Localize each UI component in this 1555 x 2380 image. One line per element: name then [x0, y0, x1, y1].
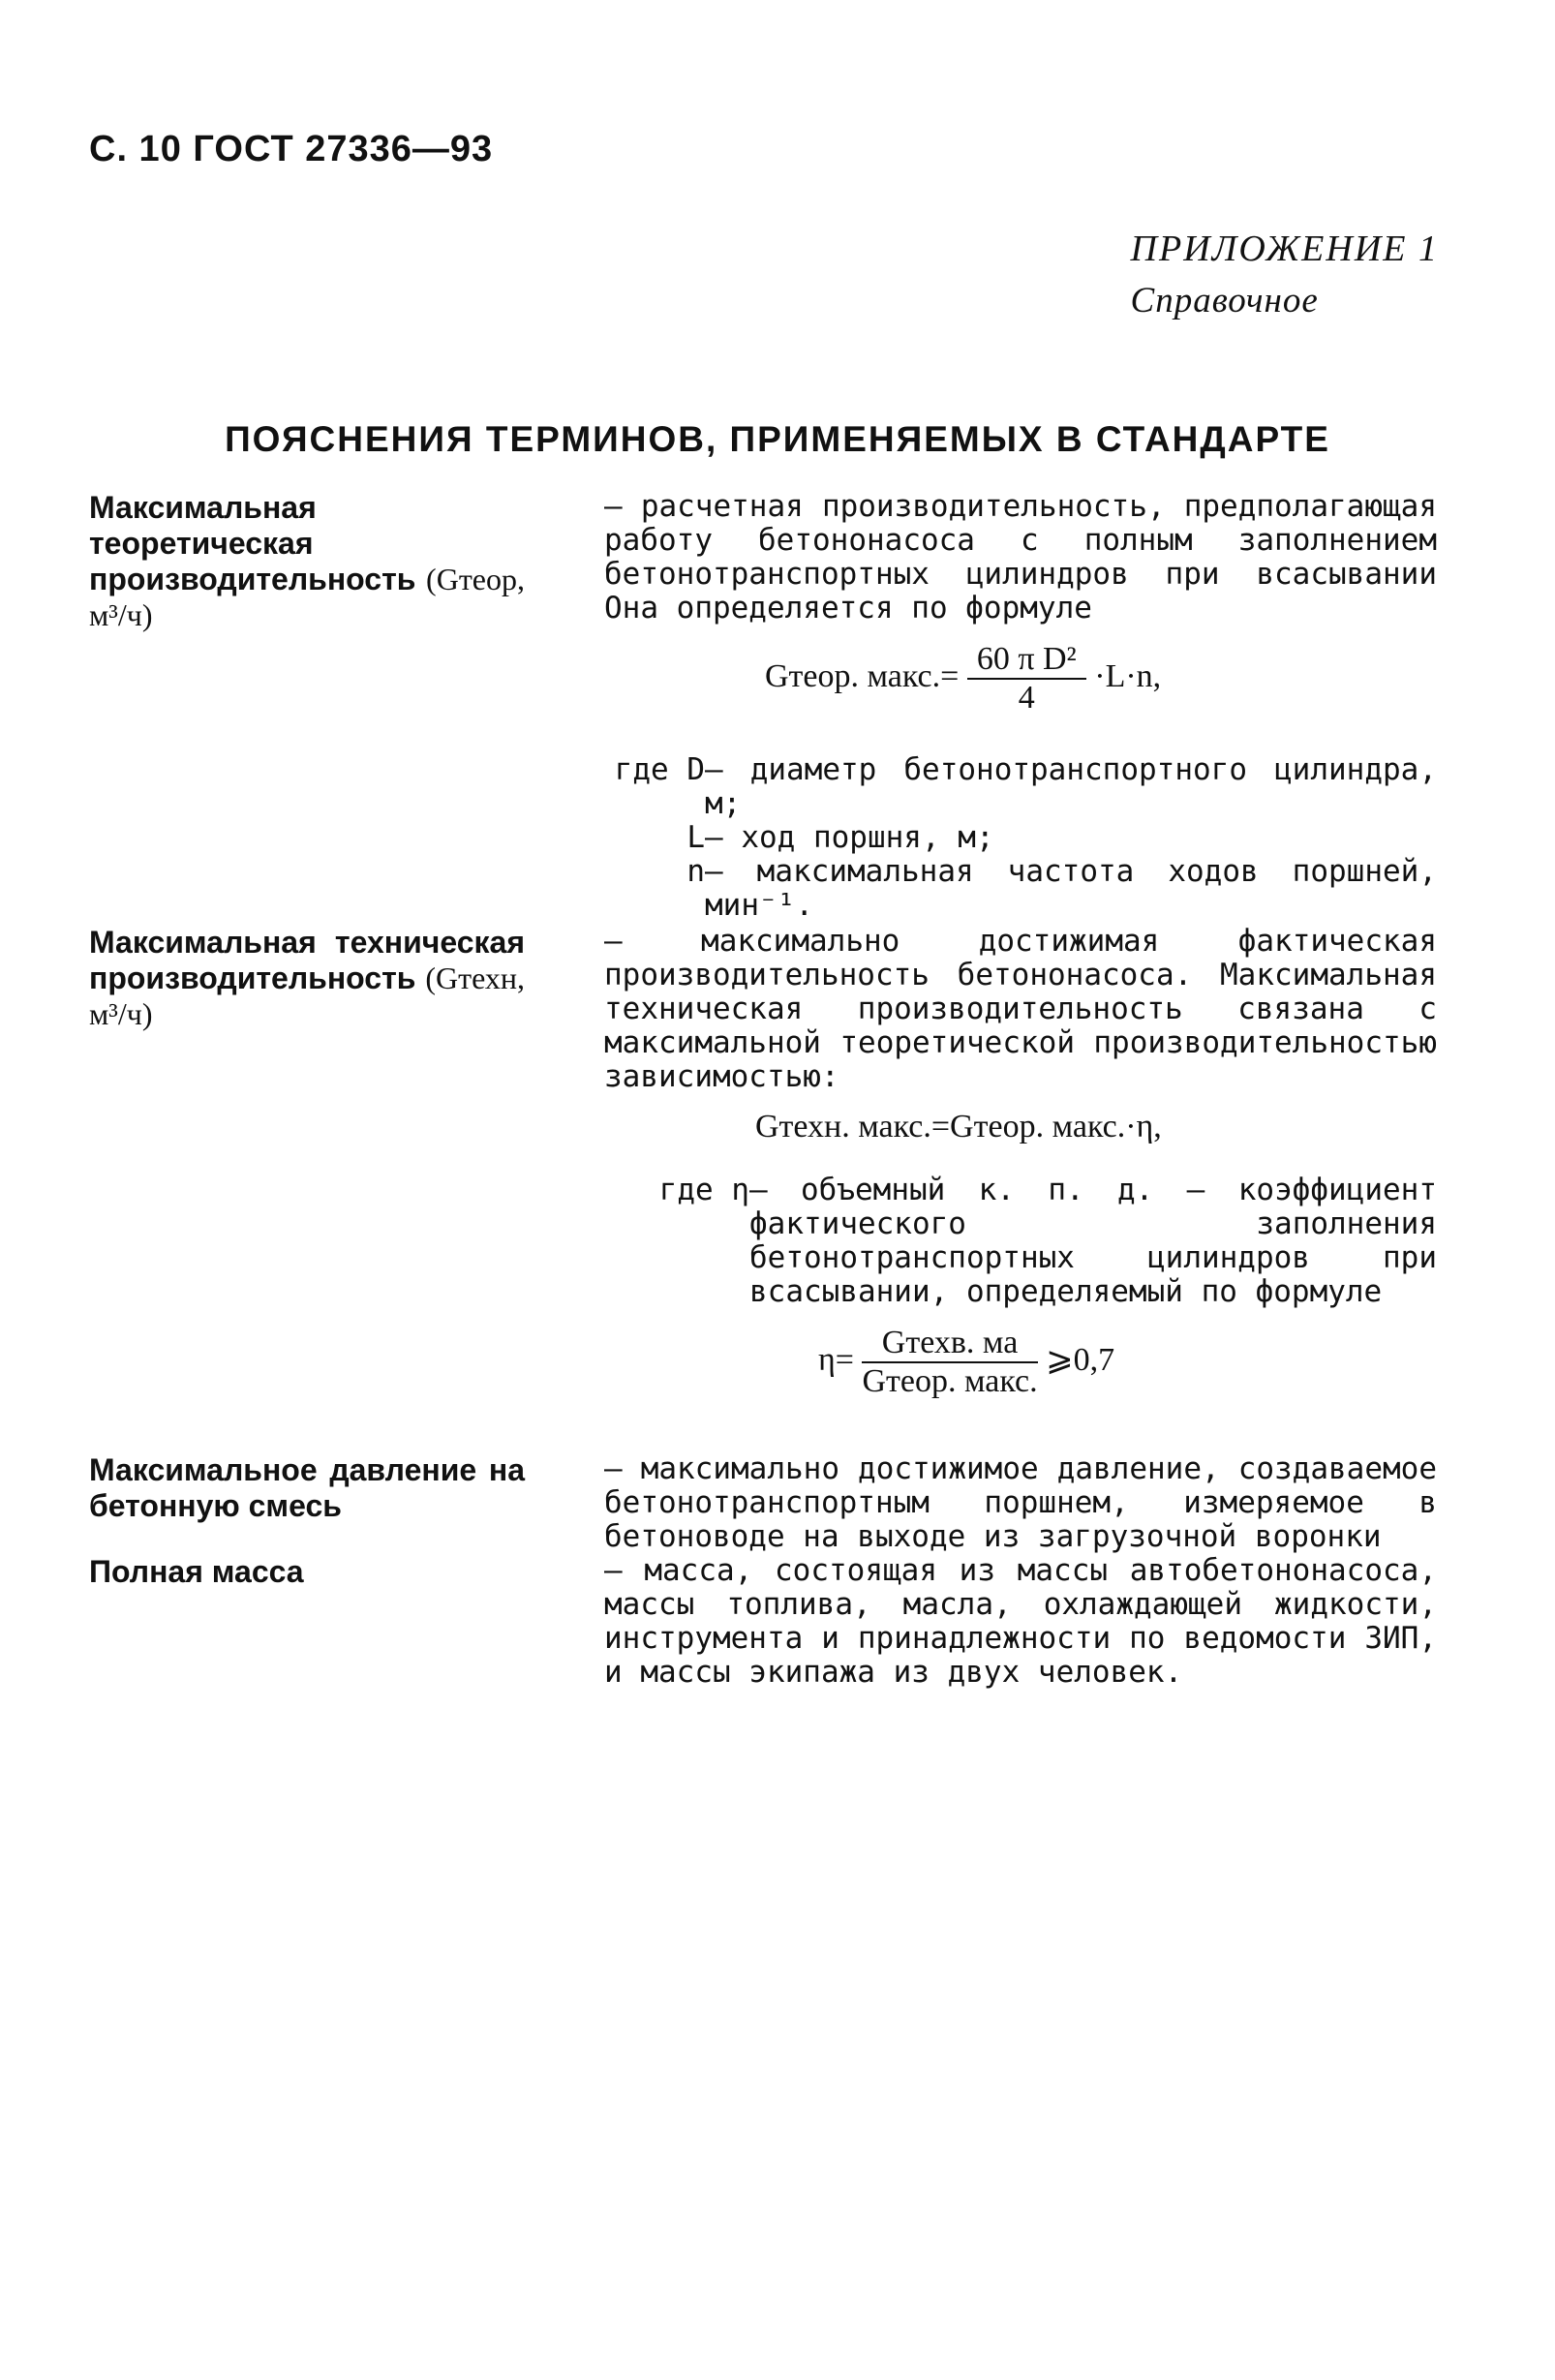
definition-text: — расчетная производительность, предполагающая работу бетононасоса с полным заполнением бетонотранспортных цилиндров при всасывании Она определяется по формуле	[604, 489, 1437, 626]
term-max-technical-productivity	[89, 925, 525, 1032]
formula-technical	[755, 1109, 1162, 1145]
where-text: — объемный к. п. д. — коэффициент фактического заполнения бетонотранспортных цилиндров при всасывании, определяемый по формуле	[749, 1173, 1437, 1309]
formula-denominator: 4	[1018, 680, 1035, 716]
where-text: — максимальная частота ходов поршней, мин⁻¹.	[705, 854, 1437, 923]
formula-text: Gтехн. макс.=Gтеор. макс.·η,	[755, 1109, 1162, 1144]
formula-efficiency	[818, 1325, 1114, 1400]
appendix-title: ПРИЛОЖЕНИЕ 1	[1130, 229, 1439, 269]
definition-max-technical-productivity	[604, 925, 1437, 1094]
term-symbol: (Gтехн, м³/ч)	[89, 961, 525, 1031]
formula-tail: ⩾0,7	[1046, 1341, 1115, 1378]
page-header: С. 10 ГОСТ 27336—93	[89, 129, 494, 169]
appendix-subtitle: Справочное	[1130, 281, 1319, 320]
formula-fraction	[967, 641, 1086, 717]
appendix-heading	[1131, 223, 1439, 327]
formula-tail: ·L·n,	[1094, 657, 1162, 694]
definition-full-mass	[604, 1554, 1437, 1690]
term-label: Полная масса	[89, 1554, 304, 1589]
where-symbol: где D	[614, 752, 705, 787]
formula-eq: =	[940, 657, 960, 694]
formula-lhs: η=	[818, 1341, 854, 1378]
formula-denominator: Gтеор. макс.	[862, 1363, 1038, 1399]
definition-text: — масса, состоящая из массы автобетононасоса, массы топлива, масла, охлаждающей жидкости, инструмента и принадлежности по ведомости ЗИП, и массы экипажа из двух человек.	[604, 1553, 1437, 1690]
formula-fraction	[862, 1325, 1037, 1400]
formula-numerator: Gтехв. ма	[862, 1325, 1037, 1363]
where-item	[604, 753, 1437, 821]
where-item	[604, 821, 1437, 855]
where-text: — ход поршня, м;	[705, 820, 994, 855]
term-max-theoretical-productivity	[89, 490, 525, 633]
term-label: Максимальная теоретическая производительность	[89, 490, 416, 596]
where-symbol: n	[686, 854, 705, 889]
term-symbol: (Gтеор, м³/ч)	[89, 562, 525, 632]
section-title: ПОЯСНЕНИЯ ТЕРМИНОВ, ПРИМЕНЯЕМЫХ В СТАНДАРТЕ	[225, 419, 1330, 459]
formula-numerator: 60 π D²	[967, 641, 1086, 680]
where-list-1	[604, 753, 1437, 923]
formula-lhs: Gтеор. макс.	[765, 657, 941, 694]
where-text: — диаметр бетонотранспортного цилиндра, м;	[705, 752, 1437, 821]
term-max-pressure	[89, 1452, 525, 1524]
definition-text: — максимально достижимое давление, создаваемое бетонотранспортным поршнем, измеряемое в бетоноводе на выходе из загрузочной воронки	[604, 1451, 1437, 1554]
where-item	[604, 855, 1437, 923]
definition-text: — максимально достижимая фактическая производительность бетононасоса. Максимальная техническая производительность связана с максимальной теоретической производительностью зависимостью:	[604, 924, 1437, 1094]
term-label: Максимальное давление на бетонную смесь	[89, 1452, 525, 1523]
formula-theoretical	[765, 641, 1161, 717]
definition-max-theoretical-productivity	[604, 490, 1437, 626]
where-list-2	[604, 1174, 1437, 1309]
where-symbol: L	[686, 820, 705, 855]
where-symbol: где η	[658, 1173, 749, 1207]
term-label: Максимальная техническая производительность	[89, 925, 525, 995]
term-full-mass	[89, 1554, 525, 1590]
definition-max-pressure	[604, 1452, 1437, 1554]
